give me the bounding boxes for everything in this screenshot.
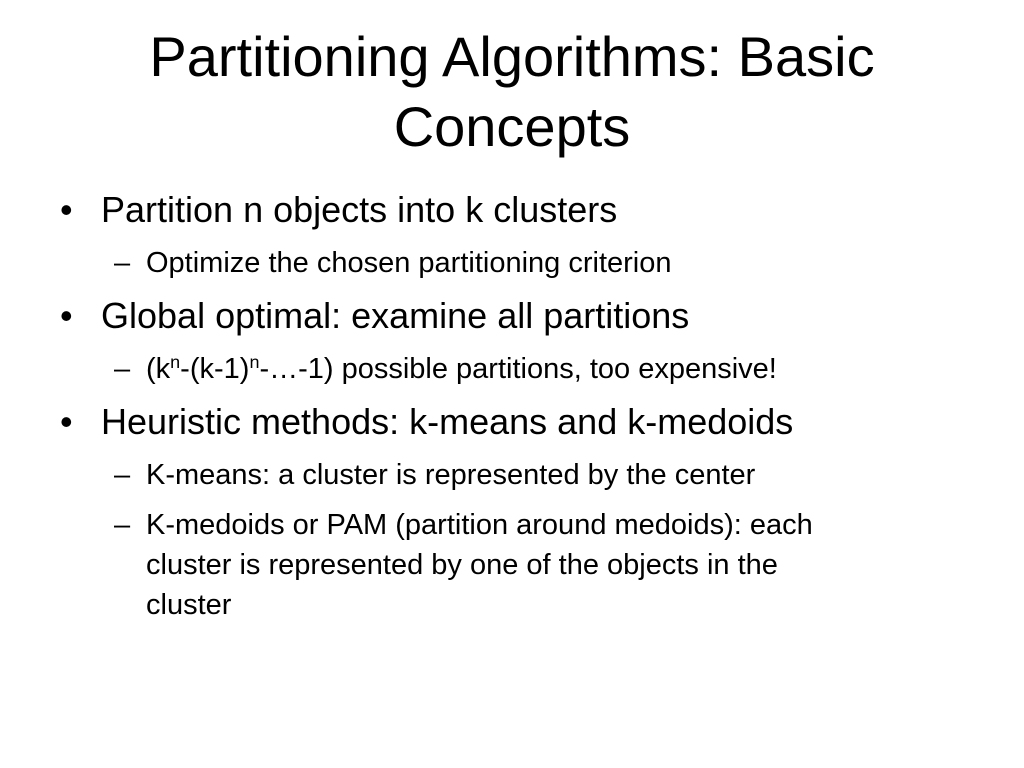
sub-bullet-text-formula: [146, 349, 777, 389]
sub-bullet-text: Optimize the chosen partitioning criterion: [146, 247, 672, 279]
sub-bullet-marker: –: [114, 353, 131, 385]
bullet-text: Heuristic methods: k-means and k-medoids: [101, 401, 794, 442]
sub-bullet-text-line: K-medoids or PAM (partition around medoids): each: [146, 509, 813, 541]
formula-exponent: n: [170, 352, 181, 373]
sub-bullet-marker: –: [114, 459, 131, 491]
bullet-text: Global optimal: examine all partitions: [101, 295, 690, 336]
sub-bullet-text-line: cluster: [146, 589, 232, 621]
formula-part: (k: [146, 353, 171, 385]
formula-part: -…-1) possible partitions, too expensive!: [259, 353, 777, 385]
slide-title-line-1: Partitioning Algorithms: Basic: [149, 25, 875, 88]
bullet-marker: •: [60, 401, 73, 442]
bullet-marker: •: [60, 189, 73, 230]
sub-bullet-marker: –: [114, 509, 131, 541]
sub-bullet-text-line: cluster is represented by one of the objects in the: [146, 549, 778, 581]
sub-bullet-text: K-means: a cluster is represented by the center: [146, 459, 756, 491]
bullet-text: Partition n objects into k clusters: [101, 189, 618, 230]
formula-exponent: n: [249, 352, 260, 373]
slide-title-line-2: Concepts: [393, 95, 631, 158]
sub-bullet-marker: –: [114, 247, 131, 279]
formula-part: -(k-1): [180, 353, 250, 385]
bullet-marker: •: [60, 295, 73, 336]
